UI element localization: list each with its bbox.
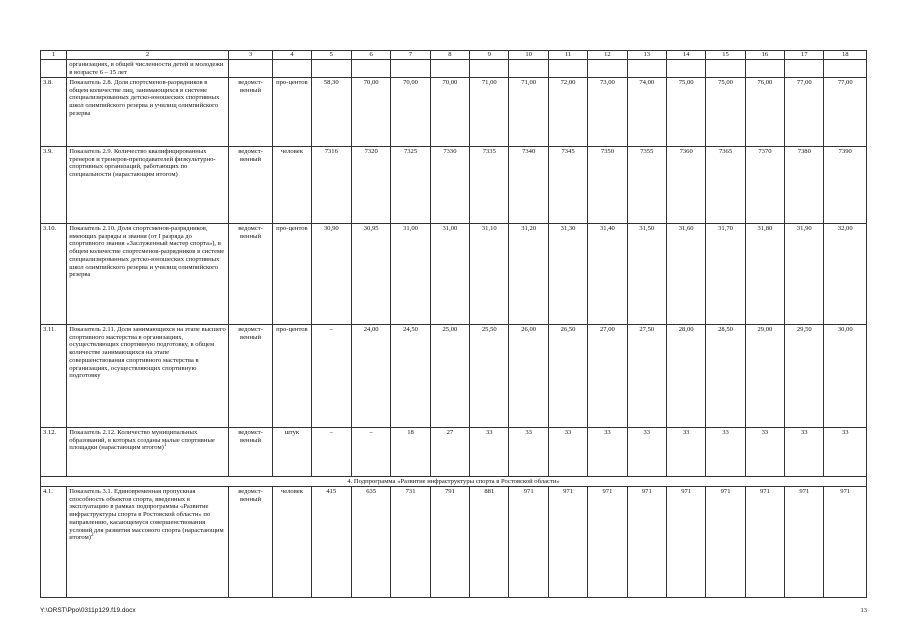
indicator-name-cell bbox=[67, 487, 229, 598]
value-cell: 33 bbox=[470, 428, 509, 477]
table-row-continuation bbox=[41, 60, 867, 78]
value-cell: 33 bbox=[745, 428, 784, 477]
indicator-type-cell: ведомст-венный bbox=[228, 487, 272, 598]
empty-cell bbox=[430, 60, 469, 78]
value-cell: 31,00 bbox=[430, 224, 469, 325]
value-cell: 7340 bbox=[509, 147, 548, 224]
col-header: 16 bbox=[745, 51, 784, 60]
empty-cell bbox=[588, 60, 627, 78]
indicator-name-cell bbox=[67, 325, 229, 428]
value-cell: 24,00 bbox=[351, 325, 390, 428]
value-cell: 76,00 bbox=[745, 78, 784, 147]
value-cell: 27 bbox=[430, 428, 469, 477]
col-header: 12 bbox=[588, 51, 627, 60]
value-cell: 971 bbox=[785, 487, 824, 598]
value-cell: 75,00 bbox=[666, 78, 705, 147]
value-cell: 33 bbox=[509, 428, 548, 477]
indicator-name-cell: организациях, в общей численности детей и молодежи в возрасте 6 – 15 лет bbox=[67, 60, 229, 78]
value-cell: 25,50 bbox=[470, 325, 509, 428]
value-cell: 33 bbox=[706, 428, 745, 477]
value-cell: 31,90 bbox=[785, 224, 824, 325]
value-cell: 731 bbox=[391, 487, 430, 598]
value-cell: 30,00 bbox=[824, 325, 867, 428]
indicator-name-text: Показатель 2.8. Доля спортсменов-разрядников в общем количестве лиц, занимающихся в системе специализированных детско-юношеских спортивных школ олимпийского резерва и училищ олимпийского резерва bbox=[69, 79, 220, 117]
value-cell: – bbox=[311, 428, 351, 477]
col-header: 5 bbox=[311, 51, 351, 60]
indicator-type-cell: ведомст-венный bbox=[228, 325, 272, 428]
value-cell: 635 bbox=[351, 487, 390, 598]
empty-cell bbox=[666, 60, 705, 78]
col-header: 7 bbox=[391, 51, 430, 60]
value-cell: 74,00 bbox=[627, 78, 666, 147]
value-cell: 971 bbox=[509, 487, 548, 598]
col-header: 3 bbox=[228, 51, 272, 60]
indicator-type-cell: ведомст-венный bbox=[228, 224, 272, 325]
col-header: 1 bbox=[41, 51, 67, 60]
value-cell: 7350 bbox=[588, 147, 627, 224]
col-header: 17 bbox=[785, 51, 824, 60]
value-cell: 32,00 bbox=[824, 224, 867, 325]
value-cell: 33 bbox=[824, 428, 867, 477]
value-cell: 7365 bbox=[706, 147, 745, 224]
value-cell: 7390 bbox=[824, 147, 867, 224]
col-header: 10 bbox=[509, 51, 548, 60]
col-header: 9 bbox=[470, 51, 509, 60]
row-number-cell: 3.9. bbox=[41, 147, 67, 224]
empty-cell bbox=[228, 60, 272, 78]
indicator-name-text: Показатель 2.10. Доля спортсменов-разрядников, имеющих разряды и звания (от I разряда до спортивного звания «Заслуженный мастер спорта»), в общем количестве спортсменов-разрядников в системе специализированных детско-юношеских спортивных школ олимпийского резерва и училищ олимпийского резерва bbox=[69, 225, 225, 279]
unit-cell: человек bbox=[273, 147, 311, 224]
indicator-table-sheet bbox=[40, 50, 867, 598]
table-row bbox=[41, 224, 867, 325]
value-cell: 33 bbox=[548, 428, 587, 477]
value-cell: 70,00 bbox=[351, 78, 390, 147]
col-header: 15 bbox=[706, 51, 745, 60]
indicator-name-cell bbox=[67, 428, 229, 477]
value-cell: 791 bbox=[430, 487, 469, 598]
value-cell: 7370 bbox=[745, 147, 784, 224]
col-header: 2 bbox=[67, 51, 229, 60]
empty-cell bbox=[509, 60, 548, 78]
col-header: 11 bbox=[548, 51, 587, 60]
row-number-cell: 3.11. bbox=[41, 325, 67, 428]
value-cell: 33 bbox=[627, 428, 666, 477]
table-body bbox=[41, 51, 867, 598]
value-cell: 7360 bbox=[666, 147, 705, 224]
col-header: 6 bbox=[351, 51, 390, 60]
value-cell: 73,00 bbox=[588, 78, 627, 147]
empty-cell bbox=[470, 60, 509, 78]
value-cell: 28,00 bbox=[666, 325, 705, 428]
table-row bbox=[41, 428, 867, 477]
value-cell: 27,00 bbox=[588, 325, 627, 428]
indicator-name-cell bbox=[67, 224, 229, 325]
empty-cell bbox=[785, 60, 824, 78]
value-cell: 7325 bbox=[391, 147, 430, 224]
value-cell: 31,50 bbox=[627, 224, 666, 325]
value-cell: 77,00 bbox=[785, 78, 824, 147]
indicator-name-cell bbox=[67, 78, 229, 147]
value-cell: 70,00 bbox=[430, 78, 469, 147]
value-cell: 7345 bbox=[548, 147, 587, 224]
empty-cell bbox=[273, 60, 311, 78]
row-number-cell: 4.1. bbox=[41, 487, 67, 598]
value-cell: 24,50 bbox=[391, 325, 430, 428]
indicator-type-cell: ведомст-венный bbox=[228, 428, 272, 477]
row-number-cell: 3.10. bbox=[41, 224, 67, 325]
row-number-cell: 3.8. bbox=[41, 78, 67, 147]
indicator-name-text: Показатель 2.9. Количество квалифицированных тренеров и тренеров-преподавателей физкультурно-спортивных организаций, работающих по специальности (нарастающим итогом) bbox=[69, 148, 216, 179]
indicator-name-text: Показатель 2.12. Количество муниципальных образований, в которых созданы малые спортивные площадки (нарастающим итогом) bbox=[69, 429, 215, 452]
empty-cell bbox=[824, 60, 867, 78]
value-cell: – bbox=[311, 325, 351, 428]
value-cell: 71,00 bbox=[470, 78, 509, 147]
value-cell: 26,50 bbox=[548, 325, 587, 428]
value-cell: 31,60 bbox=[666, 224, 705, 325]
indicator-type-cell: ведомст-венный bbox=[228, 147, 272, 224]
empty-cell bbox=[391, 60, 430, 78]
value-cell: 33 bbox=[588, 428, 627, 477]
value-cell: 7355 bbox=[627, 147, 666, 224]
col-header: 4 bbox=[273, 51, 311, 60]
value-cell: 971 bbox=[588, 487, 627, 598]
value-cell: 415 bbox=[311, 487, 351, 598]
value-cell: 971 bbox=[666, 487, 705, 598]
value-cell: 971 bbox=[706, 487, 745, 598]
value-cell: 7335 bbox=[470, 147, 509, 224]
unit-cell: про-центов bbox=[273, 78, 311, 147]
value-cell: 881 bbox=[470, 487, 509, 598]
table-row bbox=[41, 147, 867, 224]
empty-cell bbox=[627, 60, 666, 78]
value-cell: 31,40 bbox=[588, 224, 627, 325]
value-cell: 30,95 bbox=[351, 224, 390, 325]
indicator-name-text: Показатель 3.1. Единовременная пропускная способность объектов спорта, введенных в эксплуатацию в рамках подпрограммы «Развитие инфраструктуры спорта в Ростовской области» по направлению, касающемуся совершенствования условий для развития массового спорта (нарастающим итогом) bbox=[69, 488, 224, 542]
section-title: 4. Подпрограмма «Развитие инфраструктуры спорта в Ростовской области» bbox=[41, 477, 867, 487]
value-cell: 29,00 bbox=[745, 325, 784, 428]
table-row bbox=[41, 325, 867, 428]
indicator-name-cell bbox=[67, 147, 229, 224]
unit-cell: штук bbox=[273, 428, 311, 477]
value-cell: 31,00 bbox=[391, 224, 430, 325]
indicator-name-text: Показатель 2.11. Доля занимающихся на этапе высшего спортивного мастерства в организациях, осуществляющих спортивную подготовку, в общем количестве занимающихся на этапе совершенствования спортивного мастерства в организациях, осуществляющих спортивную подготовку bbox=[69, 326, 226, 380]
value-cell: 971 bbox=[745, 487, 784, 598]
empty-cell bbox=[706, 60, 745, 78]
col-header: 18 bbox=[824, 51, 867, 60]
value-cell: 70,00 bbox=[391, 78, 430, 147]
value-cell: 58,30 bbox=[311, 78, 351, 147]
page-number: 13 bbox=[860, 607, 867, 614]
footnote-marker: 2 bbox=[90, 533, 94, 539]
value-cell: 7330 bbox=[430, 147, 469, 224]
indicators-table bbox=[40, 50, 867, 598]
unit-cell: про-центов bbox=[273, 325, 311, 428]
value-cell: 18 bbox=[391, 428, 430, 477]
empty-cell bbox=[548, 60, 587, 78]
indicator-type-cell: ведомст-венный bbox=[228, 78, 272, 147]
empty-cell bbox=[351, 60, 390, 78]
value-cell: 77,00 bbox=[824, 78, 867, 147]
column-number-row bbox=[41, 51, 867, 60]
value-cell: 75,00 bbox=[706, 78, 745, 147]
unit-cell: про-центов bbox=[273, 224, 311, 325]
table-row bbox=[41, 78, 867, 147]
value-cell: 25,00 bbox=[430, 325, 469, 428]
value-cell: 7320 bbox=[351, 147, 390, 224]
value-cell: 971 bbox=[627, 487, 666, 598]
value-cell: 33 bbox=[666, 428, 705, 477]
value-cell: 31,80 bbox=[745, 224, 784, 325]
value-cell: – bbox=[351, 428, 390, 477]
col-header: 14 bbox=[666, 51, 705, 60]
col-header: 8 bbox=[430, 51, 469, 60]
value-cell: 971 bbox=[824, 487, 867, 598]
value-cell: 29,50 bbox=[785, 325, 824, 428]
row-number-cell: 3.12. bbox=[41, 428, 67, 477]
value-cell: 71,00 bbox=[509, 78, 548, 147]
value-cell: 72,00 bbox=[548, 78, 587, 147]
value-cell: 27,50 bbox=[627, 325, 666, 428]
value-cell: 28,50 bbox=[706, 325, 745, 428]
value-cell: 31,20 bbox=[509, 224, 548, 325]
value-cell: 31,10 bbox=[470, 224, 509, 325]
value-cell: 33 bbox=[785, 428, 824, 477]
file-path-footer: Y:\ORST\Ppo\0311p129.f19.docx bbox=[40, 607, 136, 614]
value-cell: 26,00 bbox=[509, 325, 548, 428]
unit-cell: человек bbox=[273, 487, 311, 598]
value-cell: 31,30 bbox=[548, 224, 587, 325]
col-header: 13 bbox=[627, 51, 666, 60]
value-cell: 971 bbox=[548, 487, 587, 598]
empty-cell bbox=[311, 60, 351, 78]
table-row bbox=[41, 487, 867, 598]
section-header-row bbox=[41, 477, 867, 487]
footnote-marker: 1 bbox=[163, 443, 167, 449]
value-cell: 31,70 bbox=[706, 224, 745, 325]
value-cell: 7316 bbox=[311, 147, 351, 224]
empty-cell bbox=[745, 60, 784, 78]
row-number-cell bbox=[41, 60, 67, 78]
value-cell: 30,90 bbox=[311, 224, 351, 325]
value-cell: 7380 bbox=[785, 147, 824, 224]
